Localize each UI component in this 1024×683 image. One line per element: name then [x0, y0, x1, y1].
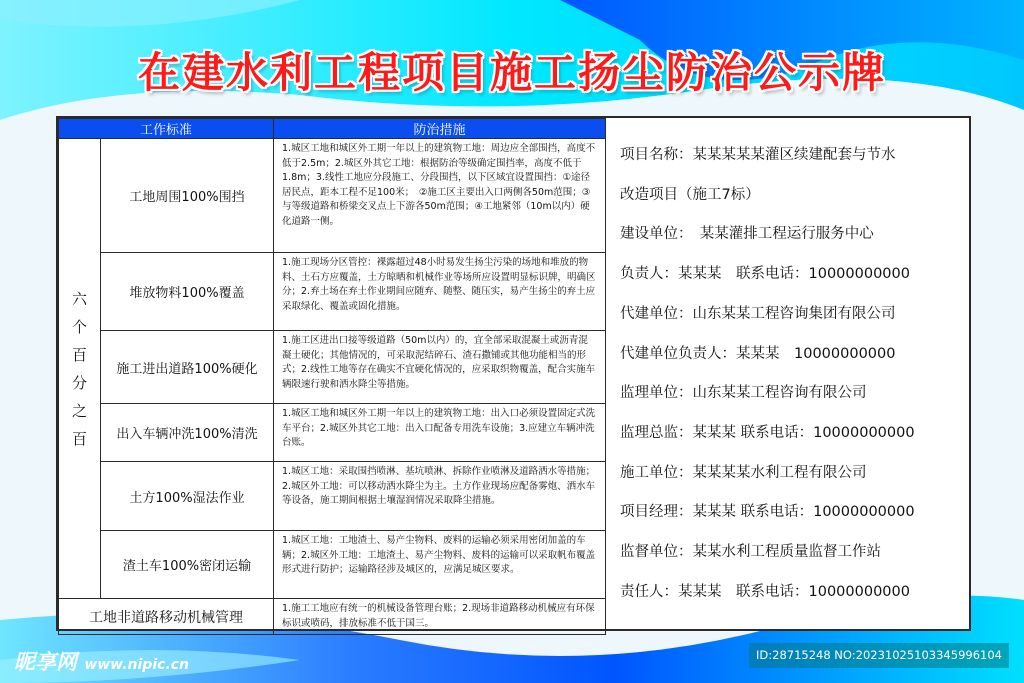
- page-title: 在建水利工程项目施工扬尘防治公示牌: [137, 48, 886, 97]
- standard-cell: 渣土车100%密闭运输: [101, 531, 274, 599]
- info-oversight-unit: 监督单位：某某水利工程质量监督工作站: [620, 544, 881, 561]
- header-work-standard: 工作标准: [59, 119, 274, 139]
- watermark-logo: [14, 646, 189, 676]
- watermark-logo-text: 昵享网: [14, 650, 77, 674]
- category-char: 百: [71, 345, 87, 364]
- info-project-name: 项目名称：某某某某某灌区续建配套与节水: [620, 147, 896, 163]
- standard-cell: 土方100%湿法作业: [101, 462, 274, 531]
- measure-cell: 1.施工工地应有统一的机械设备管理台账；2.现场非道路移动机械应有环保标识或喷码，排放标准不低于国三。: [274, 599, 606, 635]
- category-six-hundred-percent: [59, 139, 101, 599]
- category-char: 百: [71, 429, 87, 448]
- info-agent-responsible: 代建单位负责人：某某某 10000000000: [620, 345, 896, 362]
- standard-cell: 出入车辆冲洗100%清洗: [101, 404, 274, 462]
- info-project-manager: 项目经理：某某某 联系电话：10000000000: [620, 504, 915, 521]
- project-info-panel: [605, 118, 969, 629]
- standard-cell: 堆放物料100%覆盖: [101, 253, 274, 331]
- measure-cell: 1.城区工地和城区外工期一年以上的建筑物工地：出入口必须设置固定式洗车平台；2.城区外其它工地：出入口配备专用洗车设施；3.应建立车辆冲洗台账。: [274, 404, 606, 462]
- standard-cell: 施工进出道路100%硬化: [101, 331, 274, 404]
- measure-cell: 1.城区工地：工地渣土、易产尘物料、废料的运输必须采用密闭加盖的车辆；2.城区外工地：工地渣土、易产尘物料、废料的运输可以采取帆布覆盖形式进行防护；运输路径涉及城区的，应满足城区要求。: [274, 531, 606, 599]
- measure-cell: 1.施工现场分区管控：裸露超过48小时易发生扬尘污染的场地和堆放的物料、土石方应覆盖，土方晾晒和机械作业等场所应设置明显标识牌，明确区分；2.弃土场在弃土作业期间应随弃、随整、随压实，易产生扬尘的弃土应采取绿化、覆盖或固化措施。: [274, 253, 606, 331]
- category-char: 之: [71, 401, 87, 420]
- measure-cell: 1.施工区进出口接等级道路（50m以内）的，宜全部采取混凝土或沥青混凝土硬化；其他情况的，可采取泥结碎石、渣石撒铺或其他功能相当的形式；2.线性工地等存在确实不宜硬化情况的，应采取织物覆盖，配合实施车辆限速行驶和洒水降尘等措施。: [274, 331, 606, 404]
- category-char: 分: [71, 373, 87, 392]
- standard-cell-machinery: 工地非道路移动机械管理: [59, 599, 274, 635]
- header-measures: 防治措施: [274, 119, 606, 139]
- category-char: 个: [71, 317, 87, 336]
- info-responsible-contact: 责任人：某某某 联系电话：10000000000: [620, 583, 910, 600]
- measure-cell: 1.城区工地：采取围挡喷淋、基坑喷淋、拆除作业喷淋及道路洒水等措施；2.城区外工地：可以移动洒水降尘为主。土方作业现场应配备雾炮、洒水车等设备，施工期间根据土壤湿润情况采取降尘措施。: [274, 462, 606, 531]
- watermark-id: ID:28715248 NO:20231025103345996104: [749, 643, 1009, 668]
- standard-cell: 工地周围100%围挡: [101, 139, 274, 253]
- info-construction-unit: 建设单位： 某某灌排工程运行服务中心: [620, 226, 874, 243]
- category-char: 六: [71, 289, 87, 308]
- measure-cell: 1.城区工地和城区外工期一年以上的建筑物工地：周边应全部围挡，高度不低于2.5m；2.城区外其它工地：根据防治等级确定围挡率，高度不低于1.8m；3.线性工地应分段施工、分段围挡，以下区域宜设置围挡：①途径居民点，距本工程不足100米； ②施工区主要出入口两侧各50m范围；③与等级道路和桥梁交叉点上下游各50m范围；④工地紧邻（10m以内）硬化道路一侧。: [274, 139, 606, 253]
- info-contractor: 施工单位：某某某某水利工程有限公司: [620, 464, 867, 481]
- watermark-url: www.nipic.cn: [84, 657, 190, 673]
- notice-board: [56, 116, 971, 631]
- info-project-name-cont: 改造项目（施工7标）: [620, 186, 760, 203]
- info-chief-supervisor: 监理总监：某某某 联系电话：10000000000: [620, 424, 915, 441]
- info-supervision-unit: 监理单位：山东某某工程咨询有限公司: [620, 385, 867, 402]
- info-responsible-person: 负责人：某某某 联系电话：10000000000: [620, 266, 910, 283]
- standards-table: [58, 118, 606, 635]
- info-agent-unit: 代建单位：山东某某工程咨询集团有限公司: [620, 305, 896, 322]
